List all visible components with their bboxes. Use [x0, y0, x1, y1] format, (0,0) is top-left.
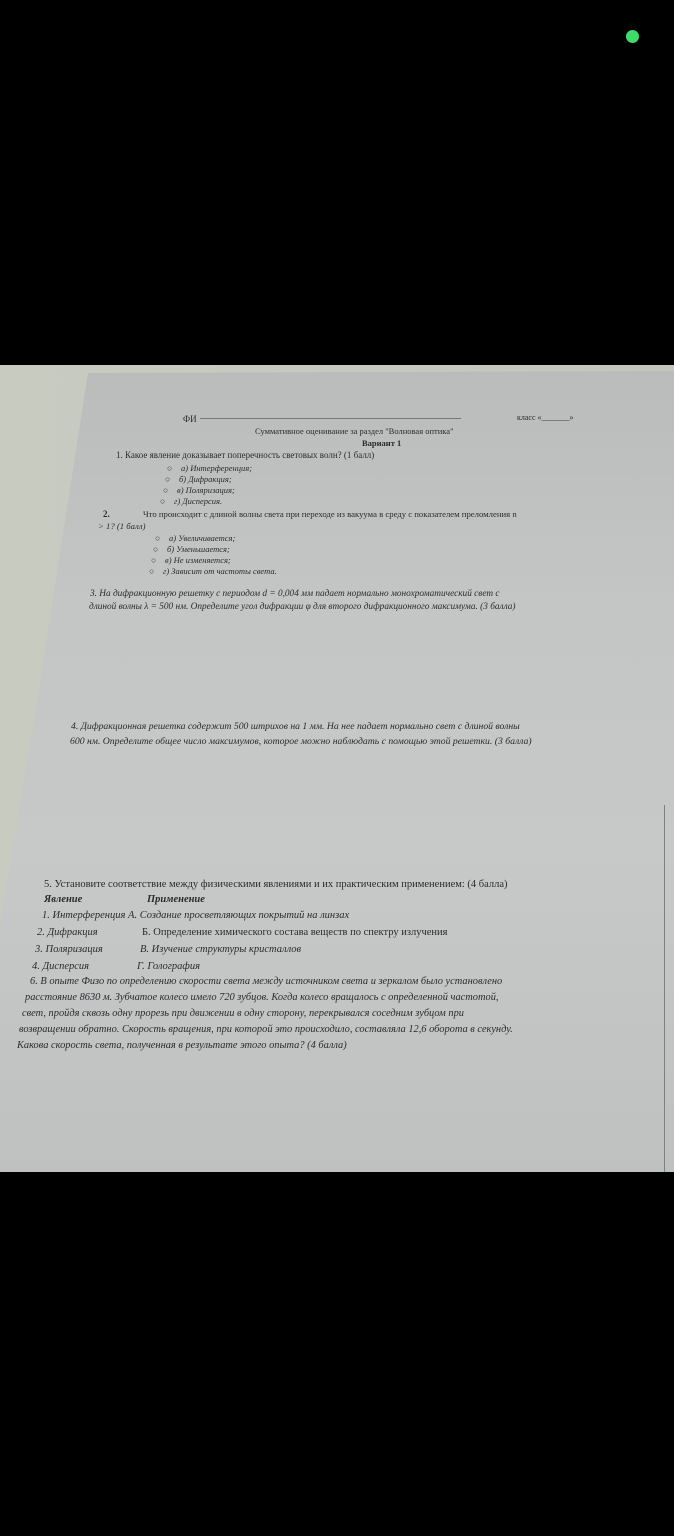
- bullet-icon: ○: [155, 533, 161, 543]
- bullet-icon: ○: [163, 485, 169, 495]
- q2-option-b: ○ б) Уменьшается;: [153, 544, 230, 554]
- phenomenon-2: 2. Дифракция: [37, 927, 98, 938]
- question-4-line1: 4. Дифракционная решетка содержит 500 штрихов на 1 мм. На нее падает нормально свет с длиной волны: [71, 721, 520, 732]
- name-label: ФИ: [183, 414, 197, 424]
- question-3-line2: длиной волны λ = 500 нм. Определите угол дифракции φ для второго дифракционного максимума. (3 балла): [89, 602, 516, 612]
- bullet-icon: ○: [149, 566, 155, 576]
- application-d: Г. Голография: [137, 961, 200, 972]
- status-indicator-dot: [626, 30, 639, 43]
- q2-option-a: ○ а) Увеличивается;: [155, 533, 236, 543]
- q2-option-c: ○ в) Не изменяется;: [151, 555, 231, 565]
- question-6-line4: возвращении обратно. Скорость вращения, при которой это происходило, составляла 12,6 оборота в секунду.: [19, 1024, 513, 1035]
- question-4-line2: 600 нм. Определите общее число максимумов, которое можно наблюдать с помощью этой решетки. (3 балла): [70, 736, 532, 747]
- bullet-icon: ○: [165, 474, 171, 484]
- question-6-line2: расстояние 8630 м. Зубчатое колесо имело 720 зубцов. Когда колесо вращалось с определенной частотой,: [25, 992, 499, 1003]
- application-a: А. Создание просветляющих покрытий на линзах: [128, 910, 350, 921]
- phenomenon-3: 3. Поляризация: [35, 944, 103, 955]
- match-row-1: [42, 911, 349, 922]
- bullet-icon: ○: [160, 496, 166, 506]
- question-2-line1: Что происходит с длиной волны света при переходе из вакуума в среду с показателем преломления n: [143, 509, 517, 519]
- bullet-icon: ○: [151, 555, 157, 565]
- bullet-icon: ○: [153, 544, 159, 554]
- q1-option-a: ○ а) Интерференция;: [167, 463, 253, 473]
- application-b: Б. Определение химического состава веществ по спектру излучения: [142, 927, 448, 938]
- q1-option-b: ○ б) Дифракция;: [165, 474, 232, 484]
- column-application: Применение: [147, 894, 205, 905]
- document-title: Суммативное оценивание за раздел "Волновая оптика": [255, 426, 454, 436]
- document-photo: [0, 365, 674, 1172]
- name-blank: __________________________________________________________: [200, 411, 461, 420]
- q1-option-d: ○ г) Дисперсия.: [160, 496, 223, 506]
- question-6-line3: свет, пройдя сквозь одну прорезь при движении в одну сторону, перекрывался соседним зубцом при: [22, 1008, 464, 1019]
- phenomenon-4: 4. Дисперсия: [32, 961, 90, 972]
- bullet-icon: ○: [167, 463, 173, 473]
- q1-option-c: ○ в) Поляризация;: [163, 485, 235, 495]
- question-2-number: 2.: [103, 509, 110, 519]
- question-1: 1. Какое явление доказывает поперечность световых волн? (1 балл): [116, 450, 375, 460]
- column-phenomenon: Явление: [44, 894, 83, 905]
- question-2-line2: > 1? (1 балл): [98, 521, 146, 531]
- application-c: В. Изучение структуры кристаллов: [140, 944, 302, 955]
- q2-option-d: ○ г) Зависит от частоты света.: [149, 566, 277, 576]
- paper-edge-line: [664, 805, 665, 1172]
- phenomenon-1: 1. Интерференция: [42, 910, 126, 921]
- variant-label: Вариант 1: [362, 438, 402, 448]
- question-3-line1: 3. На дифракционную решетку с периодом d = 0,004 мм падает нормально монохроматический свет с: [90, 589, 500, 599]
- question-5: 5. Установите соответствие между физическими явлениями и их практическим применением: (4 балла): [44, 879, 508, 890]
- question-6-line5: Какова скорость света, полученная в результате этого опыта? (4 балла): [17, 1040, 347, 1051]
- class-label: класс «_______»: [517, 413, 574, 422]
- question-6-line1: 6. В опыте Физо по определению скорости света между источником света и зеркалом было установлено: [30, 976, 503, 987]
